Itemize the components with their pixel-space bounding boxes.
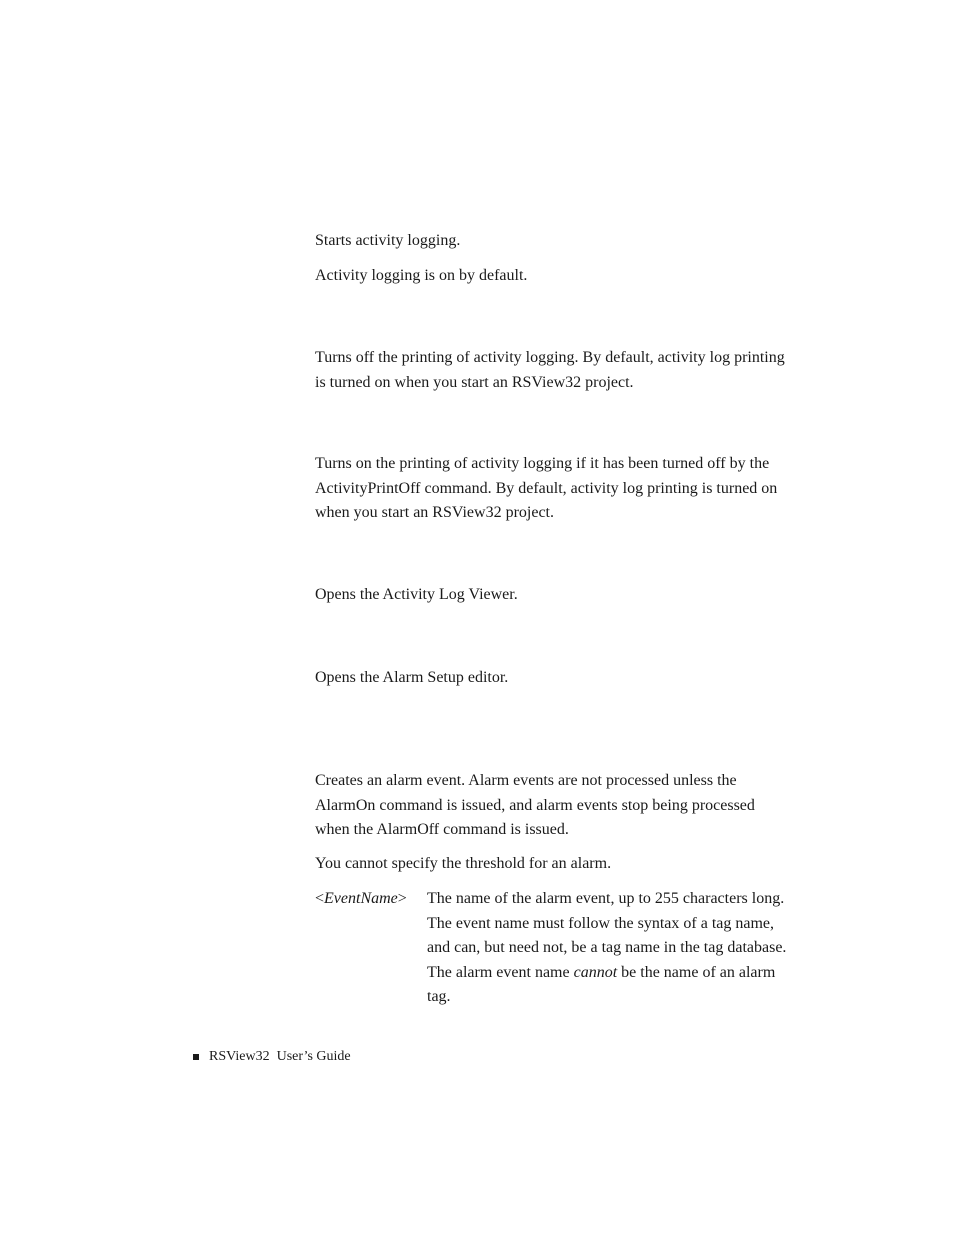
param-desc-emphasis: cannot: [573, 963, 618, 981]
alarm-event-threshold-note: You cannot specify the threshold for an alarm.: [315, 855, 612, 872]
activity-print-off-description: Turns off the printing of activity logging. By default, activity log printing is turned on when you start an RSView32 project.: [315, 349, 785, 391]
footer-guide: User’s Guide: [276, 1049, 351, 1064]
activity-on-default-note: Activity logging is on by default.: [315, 267, 528, 284]
param-desc-text-end: be the name of an alarm tag.: [427, 963, 776, 1005]
param-name-label: EventName: [324, 890, 398, 907]
activity-print-on-description: Turns on the printing of activity logging if it has been turned off by the ActivityPrintOff command. By default, activity log printing is turned on when you start an RSView32 project.: [315, 455, 778, 521]
param-desc-text: The name of the alarm event, up to 255 characters long. The event name must follow the syntax of a tag name, and can, but need not, be a tag name in the tag database. The alarm event name: [427, 890, 787, 981]
param-open-bracket: <: [315, 890, 325, 907]
activity-viewer-description: Opens the Activity Log Viewer.: [315, 586, 518, 603]
alarm-event-description: Creates an alarm event. Alarm events are not processed unless the AlarmOn command is issued, and alarm events stop being processed when the AlarmOff command is issued.: [315, 772, 755, 838]
parameter-event-name: [315, 887, 407, 912]
alarm-setup-description: Opens the Alarm Setup editor.: [315, 669, 509, 686]
parameter-event-name-description: [427, 887, 787, 1010]
square-bullet-icon: [193, 1054, 199, 1060]
page-footer: [193, 1048, 351, 1066]
param-close-bracket: >: [397, 890, 407, 907]
activity-on-description: Starts activity logging.: [315, 232, 461, 249]
footer-product: RSView32: [209, 1049, 270, 1064]
